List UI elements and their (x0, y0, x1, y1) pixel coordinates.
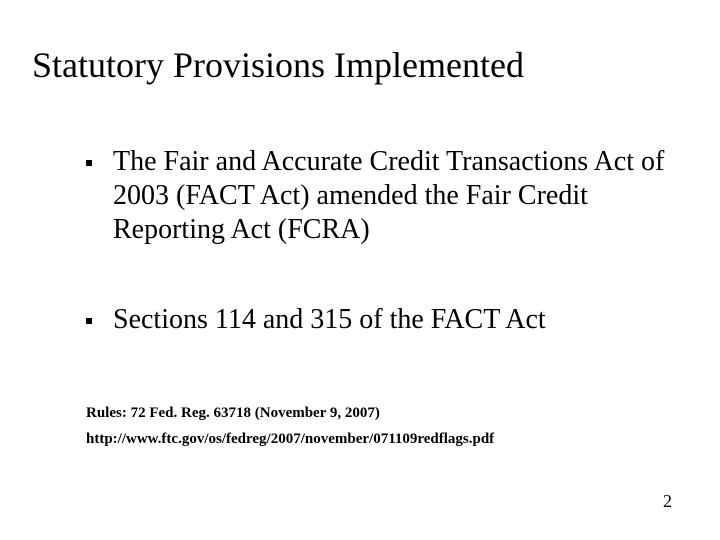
bullet-text: The Fair and Accurate Credit Transactions Act of 2003 (FACT Act) amended the Fair Credit Reporting Act (FCRA) (113, 146, 665, 245)
bullet-text: Sections 114 and 315 of the FACT Act (113, 304, 546, 335)
page-number: 2 (663, 491, 672, 511)
rules-reference (86, 400, 494, 452)
square-bullet-icon (86, 318, 92, 324)
bullet-item-sections (86, 303, 686, 337)
slide-title: Statutory Provisions Implemented (32, 45, 524, 85)
rules-citation: Rules: 72 Fed. Reg. 63718 (November 9, 2007) (86, 405, 380, 421)
square-bullet-icon (86, 160, 92, 166)
rules-url: http://www.ftc.gov/os/fedreg/2007/november/071109redflags.pdf (86, 431, 495, 447)
bullet-list (86, 145, 686, 337)
bullet-item-fact-act (86, 145, 686, 247)
